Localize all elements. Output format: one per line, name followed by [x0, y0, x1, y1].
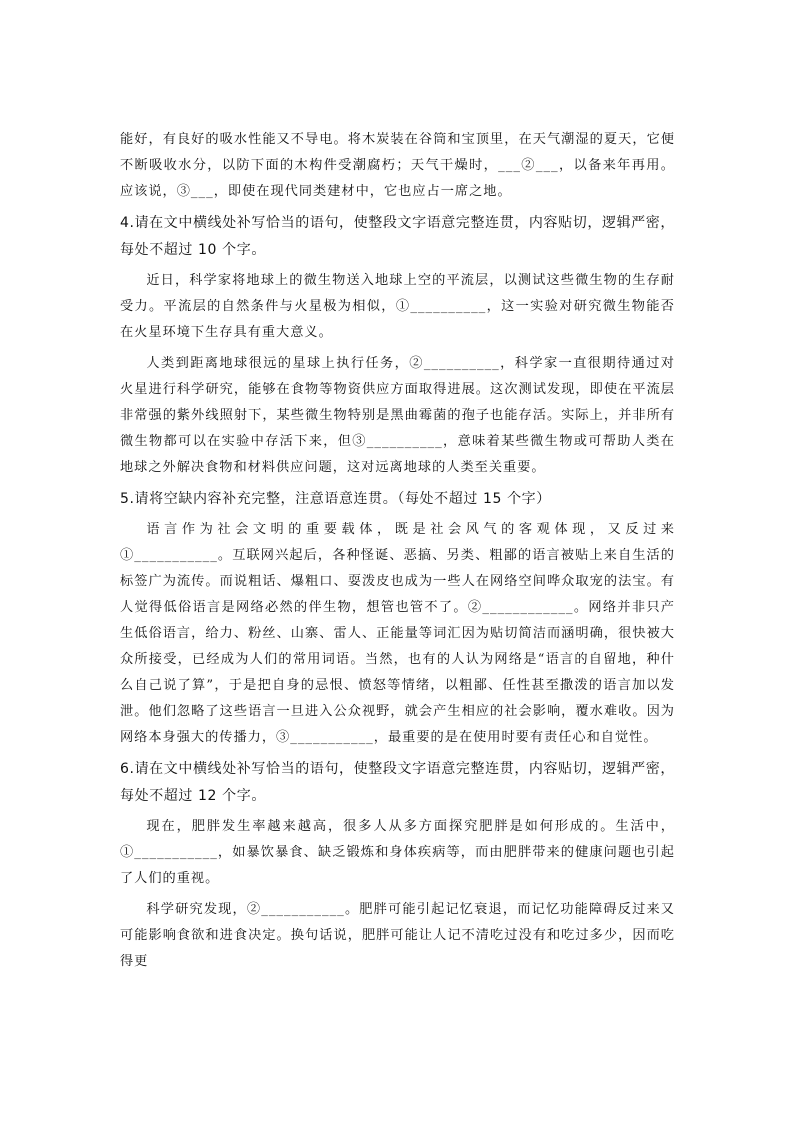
- question-5-paragraph-1: 语言作为社会文明的重要载体，既是社会风气的客观体现，又反过来①___________。互联网兴起后，各种怪诞、恶搞、另类、粗鄙的语言被贴上来自生活的标签广为流传。而说粗话、爆粗口、耍泼皮也成为一些人在网络空间哗众取宠的法宝。有人觉得低俗语言是网络必然的伴生物，想管也管不了。②____________。网络并非只产生低俗语言，给力、粉丝、山寨、雷人、正能量等词汇因为贴切简洁而涵明确，很快被大众所接受，已经成为人们的常用词语。当然，也有的人认为网络是“语言的自留地，种什么自己说了算”，于是把自身的忌恨、愤怒等情绪，以粗鄙、任性甚至撒泼的语言加以发泄。他们忽略了这些语言一旦进入公众视野，就会产生相应的社会影响，覆水难收。因为网络本身强大的传播力，③___________，最重要的是在使用时要有责任心和自觉性。: [120, 522, 675, 745]
- continued-paragraph: 能好，有良好的吸水性能又不导电。将木炭装在谷筒和宝顶里，在天气潮湿的夏天，它便不断吸收水分，以防下面的木构件受潮腐朽；天气干燥时，___②___，以备来年再用。应该说，③___，即使在现代同类建材中，它也应占一席之地。: [120, 132, 675, 199]
- question-4-paragraph-1: 近日，科学家将地球上的微生物送入地球上空的平流层，以测试这些微生物的生存耐受力。平流层的自然条件与火星极为相似，①__________，这一实验对研究微生物能否在火星环境下生存具有重大意义。: [120, 273, 675, 340]
- document-page: [120, 127, 675, 975]
- question-4-prompt: 4.请在文中横线处补写恰当的语句，使整段文字语意完整连贯，内容贴切，逻辑严密，每处不超过 10 个字。: [120, 215, 675, 258]
- question-4-paragraph-2: 人类到距离地球很远的星球上执行任务，②__________，科学家一直很期待通过对火星进行科学研究，能够在食物等物资供应方面取得进展。这次测试发现，即使在平流层非常强的紫外线照射下，某些微生物特别是黑曲霉菌的孢子也能存活。实际上，并非所有微生物都可以在实验中存活下来，但③__________，意味着某些微生物或可帮助人类在地球之外解决食物和材料供应问题，这对远离地球的人类至关重要。: [120, 356, 675, 475]
- question-6-prompt: 6.请在文中横线处补写恰当的语句，使整段文字语意完整连贯，内容贴切，逻辑严密，每处不超过 12 个字。: [120, 761, 675, 804]
- question-6-paragraph-2: 科学研究发现，②___________。肥胖可能引起记忆衰退，而记忆功能障碍反过来又可能影响食欲和进食决定。换句话说，肥胖可能让人记不清吃过没有和吃过多少，因而吃得更: [120, 902, 675, 969]
- question-5-prompt: 5.请将空缺内容补充完整，注意语意连贯。（每处不超过 15 个字）: [120, 491, 551, 507]
- question-6-paragraph-1: 现在，肥胖发生率越来越高，很多人从多方面探究肥胖是如何形成的。生活中，①___________，如暴饮暴食、缺乏锻炼和身体疾病等，而由肥胖带来的健康问题也引起了人们的重视。: [120, 819, 675, 886]
